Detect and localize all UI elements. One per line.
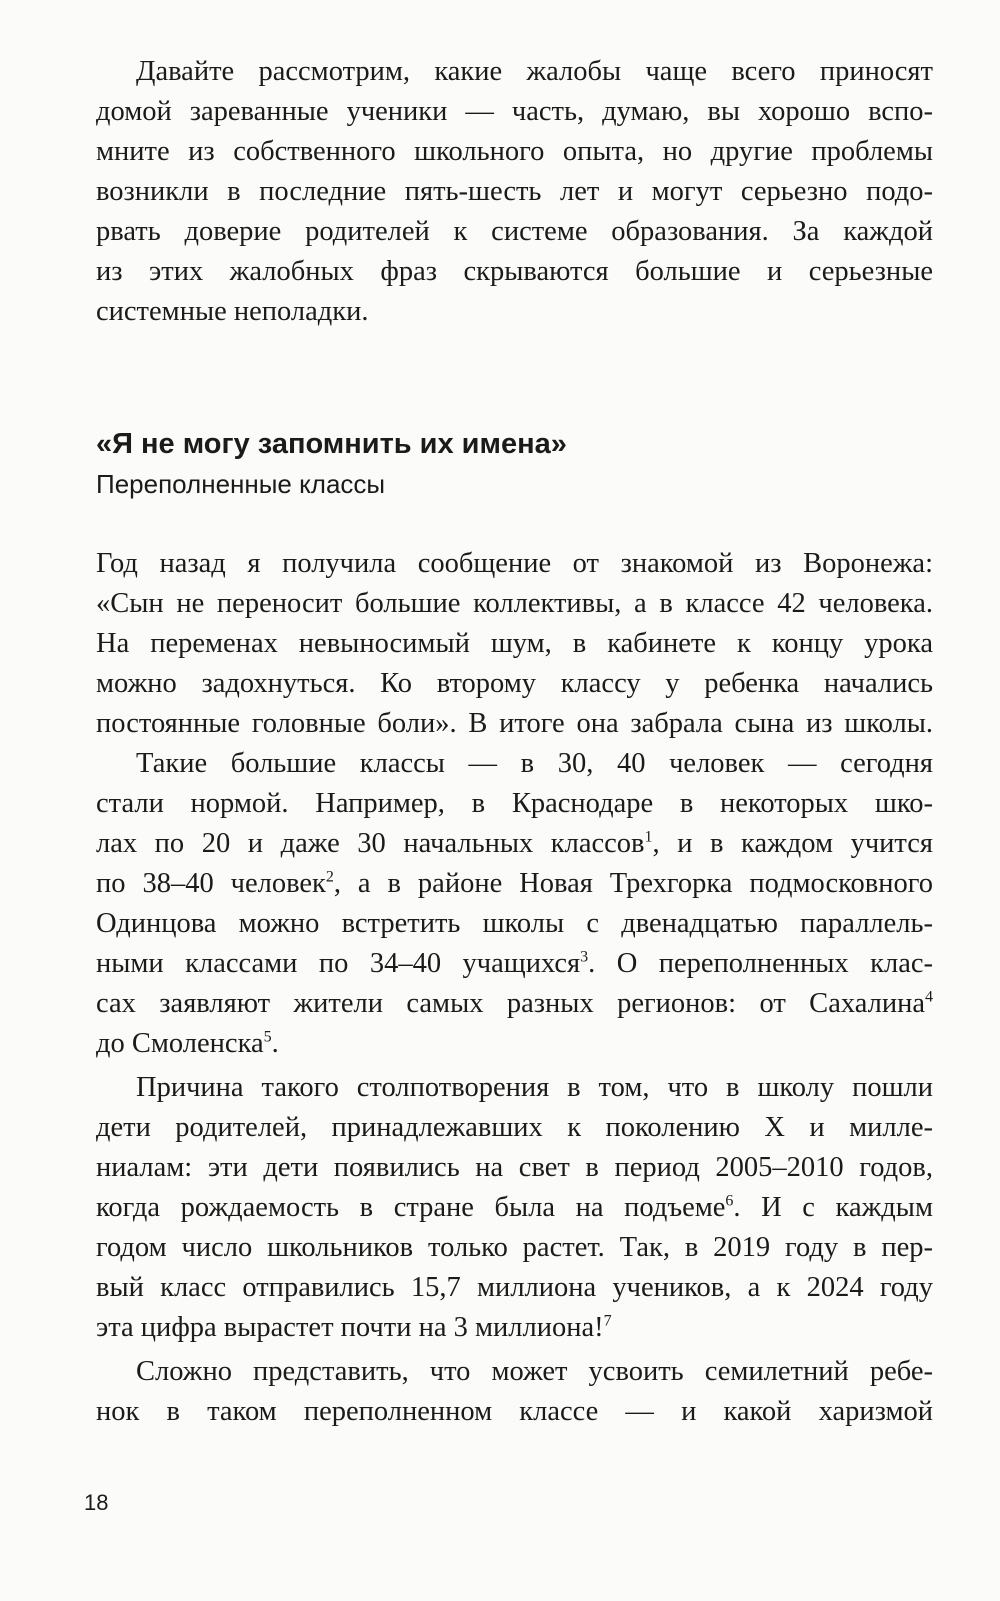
text-segment: по 38–40 человек (96, 868, 326, 899)
footnote-ref[interactable]: 6 (725, 1192, 734, 1210)
text-segment: эта цифра вырастет почти на 3 миллиона! (96, 1312, 604, 1343)
text-line: Причина такого столпотворения в том, что в школу пошли (136, 1072, 933, 1103)
text-line: Год назад я получила сообщение от знакомой из Воронежа: (96, 548, 933, 579)
footnote-ref[interactable]: 4 (925, 988, 933, 1006)
text-line: Одинцова можно встретить школы с двенадцатью параллель- (96, 908, 933, 939)
footnote-ref[interactable]: 5 (263, 1028, 272, 1046)
text-line: дети родителей, принадлежавших к поколению X и милле- (96, 1112, 933, 1143)
text-line: годом число школьников только растет. Так, в 2019 году в пер- (96, 1232, 933, 1263)
text-segment: . И с каждым (733, 1192, 933, 1223)
text-segment: . (271, 1028, 279, 1059)
text-line: вый класс отправились 15,7 миллиона учеников, а к 2024 году (96, 1272, 933, 1303)
text-line: можно задохнуться. Ко второму классу у ребенка начались (96, 668, 933, 699)
text-line (96, 1024, 933, 1064)
text-segment: ными классами по 34–40 учащихся (96, 948, 581, 979)
text-line: постоянные головные боли». В итоге она забрала сына из школы. (96, 708, 933, 739)
text-segment: сах заявляют жители самых разных регионов: от Сахалина (96, 988, 925, 1019)
section-subheading: Переполненные классы (96, 469, 386, 499)
section-heading: «Я не могу запомнить их имена» (96, 428, 567, 460)
text-line (96, 824, 933, 864)
text-segment: , а в районе Новая Трехгорка подмосковного (333, 868, 933, 899)
footnote-ref[interactable]: 2 (325, 868, 334, 886)
footnote-ref[interactable]: 1 (644, 828, 653, 846)
text-line (96, 864, 933, 904)
text-line: Давайте рассмотрим, какие жалобы чаще всего приносят (136, 56, 933, 87)
text-line: Такие большие классы — в 30, 40 человек — сегодня (136, 748, 933, 779)
text-line: «Сын не переносит большие коллективы, а в классе 42 человека. (96, 588, 933, 619)
text-line (96, 944, 933, 984)
footnote-ref[interactable]: 7 (603, 1312, 612, 1330)
text-line: возникли в последние пять-шесть лет и могут серьезно подо- (96, 176, 933, 207)
text-line: из этих жалобных фраз скрываются большие и серьезные (96, 256, 933, 287)
text-line: нок в таком переполненном классе — и какой харизмой (96, 1396, 933, 1427)
text-line: рвать доверие родителей к системе образования. За каждой (96, 216, 933, 247)
text-segment: . О переполненных клас- (588, 948, 933, 979)
text-segment: , и в каждом учится (652, 828, 933, 859)
footnote-ref[interactable]: 3 (580, 948, 589, 966)
text-line: домой зареванные ученики — часть, думаю, вы хорошо вспо- (96, 96, 933, 127)
text-segment: лах по 20 и даже 30 начальных классов (96, 828, 645, 859)
text-line: системные неполадки. (96, 296, 369, 327)
text-segment: когда рождаемость в стране была на подъеме (96, 1192, 726, 1223)
text-line: мните из собственного школьного опыта, но другие проблемы (96, 136, 933, 167)
text-line (96, 984, 933, 1024)
text-line: Сложно представить, что может усвоить семилетний ребе- (136, 1356, 933, 1387)
page-number: 18 (84, 1490, 109, 1515)
text-line (96, 1308, 933, 1348)
text-line: ниалам: эти дети появились на свет в период 2005–2010 годов, (96, 1152, 933, 1183)
text-line: На переменах невыносимый шум, в кабинете к концу урока (96, 628, 933, 659)
text-segment: до Смоленска (96, 1028, 264, 1059)
text-line: стали нормой. Например, в Краснодаре в некоторых шко- (96, 788, 933, 819)
text-line (96, 1188, 933, 1228)
